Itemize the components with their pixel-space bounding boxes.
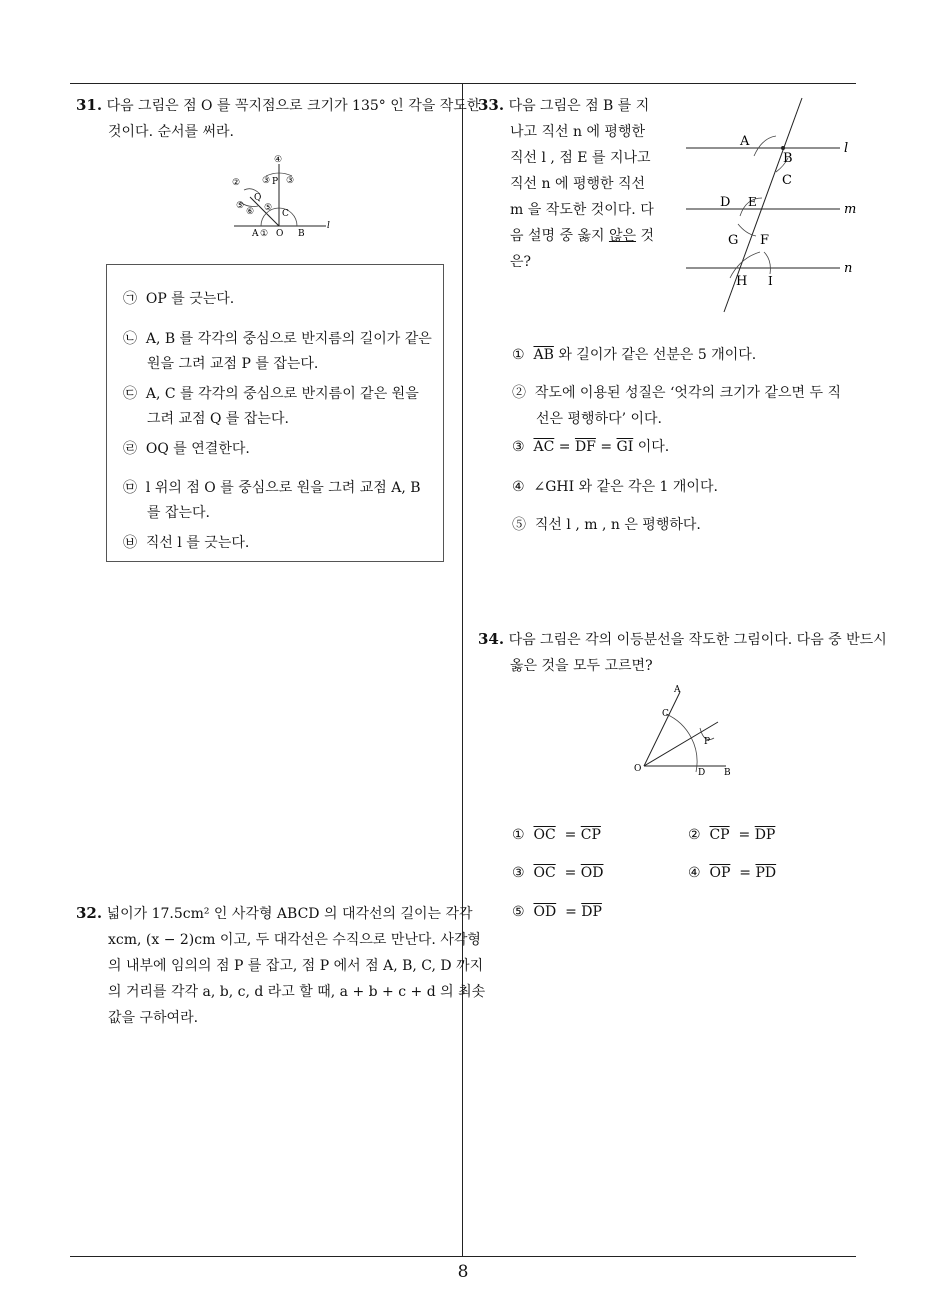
q33-option-3: ③ $\overline{AC} = \overline{DF} = \overline{GI}$ 이다.	[512, 439, 670, 455]
step-text: A, B 를 각각의 중심으로 반지름의 길이가 같은 원을 그려 교점 P 를 잡는다.	[145, 331, 432, 372]
fig33-label-F: F	[760, 233, 770, 248]
question-34	[478, 626, 894, 679]
fig31-label-c5b: ⑤	[264, 203, 273, 213]
arc-ac	[754, 136, 776, 156]
step-1	[123, 287, 433, 312]
question-number: 33.	[478, 96, 505, 114]
segment: $\overline{AB}$	[533, 347, 554, 363]
step-2	[123, 327, 433, 377]
fig33-label-A: A	[740, 134, 750, 149]
question-number: 34.	[478, 630, 505, 648]
q33-option-5: ⑤ 직선 l , m , n 은 평행하다.	[512, 517, 701, 533]
question-text-7: 은?	[510, 254, 532, 270]
step-marker: ㉤	[123, 480, 137, 496]
q33-option-4: ④ ∠GHI 와 같은 각은 1 개이다.	[512, 479, 718, 495]
question-text-1: 다음 그림은 점 B 를 지	[508, 98, 650, 114]
step-marker: ㉣	[123, 441, 137, 457]
fig34-label-D: D	[698, 768, 706, 778]
q34-option-2: ② $\overline{CP} = \overline{DP}$	[688, 827, 776, 843]
question-text-5: m 을 작도한 것이다. 다	[510, 202, 654, 218]
fig33-label-m: m	[844, 202, 857, 217]
underlined-word: 않은	[608, 228, 637, 244]
fig33-label-I: I	[768, 274, 773, 288]
fig31-label-c3: ③	[262, 176, 271, 186]
question-text: 다음 그림은 각의 이등분선을 작도한 그림이다. 다음 중 반드시 옳은 것을 모두 고르면?	[508, 632, 887, 674]
arc-cd	[666, 714, 697, 772]
step-5	[123, 476, 433, 526]
question-text-6b: 것	[636, 228, 654, 244]
column-divider	[462, 83, 463, 1257]
fig31-label-c2: ②	[232, 178, 241, 188]
q34-option-1: ① $\overline{OC} = \overline{CP}$	[512, 827, 601, 843]
fig33-label-D: D	[720, 195, 731, 210]
question-31	[76, 92, 488, 145]
question-text-6: 음 설명 중 옳지	[510, 228, 609, 244]
fig33-label-B: B	[783, 151, 793, 166]
fig33-label-n: n	[844, 261, 853, 276]
fig31-label-A: A	[252, 229, 259, 239]
fig33-label-l: l	[844, 141, 849, 156]
fig34-label-P: P	[704, 737, 711, 747]
q33-figure	[680, 94, 860, 318]
page-number: 8	[457, 1262, 469, 1282]
question-number: 32.	[76, 904, 103, 922]
q33-option-1: ① $\overline{AB}$ 와 길이가 같은 선분은 5 개이다.	[512, 347, 757, 363]
question-33	[478, 92, 668, 275]
question-number: 31.	[76, 96, 103, 114]
q31-steps-box	[106, 264, 444, 562]
step-marker: ㉠	[123, 291, 137, 307]
fig31-label-C: C	[282, 209, 289, 219]
fig31-label-c3b: ③	[286, 176, 295, 186]
q34-figure	[630, 684, 740, 780]
top-rule	[70, 83, 856, 84]
fig33-label-G: G	[728, 233, 739, 248]
question-32	[76, 900, 488, 1031]
step-text: l 위의 점 O 를 중심으로 원을 그려 교점 A, B 를 잡는다.	[145, 480, 421, 521]
q33-option-2: ② 작도에 이용된 성질은 ‘엇각의 크기가 같으면 두 직선은 평행하다’ 이다.	[512, 385, 841, 427]
step-3	[123, 382, 433, 432]
fig31-label-Q: Q	[254, 193, 262, 203]
fig34-label-A: A	[674, 685, 681, 695]
fig34-label-B: B	[724, 768, 731, 778]
fig31-label-c6: ⑥	[246, 207, 255, 217]
arc-i	[764, 252, 770, 274]
fig31-label-O: O	[276, 229, 284, 239]
step-marker: ㉥	[123, 535, 137, 551]
fig34-label-O: O	[634, 764, 642, 774]
step-4	[123, 437, 433, 462]
q31-figure	[226, 150, 336, 240]
fig33-label-C: C	[782, 173, 792, 188]
question-text-4: 직선 n 에 평행한 직선	[510, 176, 646, 192]
fig33-label-E: E	[748, 195, 757, 209]
q34-option-3: ③ $\overline{OC} = \overline{OD}$	[512, 865, 604, 881]
question-text-3: 직선 l , 점 E 를 지나고	[510, 150, 651, 166]
step-text: A, C 를 각각의 중심으로 반지름이 같은 원을 그려 교점 Q 를 잡는다.	[145, 386, 419, 427]
fig31-label-B: B	[298, 229, 305, 239]
bottom-rule	[70, 1256, 856, 1257]
fig31-label-l: l	[327, 221, 330, 231]
fig31-label-c5: ⑤	[236, 201, 245, 211]
fig31-label-c4: ④	[274, 155, 283, 165]
step-text: OQ 를 연결한다.	[145, 441, 250, 457]
step-6	[123, 531, 433, 556]
fig34-label-C: C	[662, 709, 669, 719]
step-marker: ㉢	[123, 386, 137, 402]
point-B	[781, 146, 785, 150]
fig31-label-c1: ①	[260, 229, 269, 239]
fig31-label-P: P	[272, 177, 279, 187]
step-marker: ㉡	[123, 331, 137, 347]
fig33-label-H: H	[736, 274, 748, 289]
arc-gf	[738, 224, 756, 236]
question-text: 넓이가 17.5cm² 인 사각형 ABCD 의 대각선의 길이는 각각 xcm, (x − 2)cm 이고, 두 대각선은 수직으로 만난다. 사각형의 내부에 임의의 점 P 를 잡고, 점 P 에서 점 A, B, C, D 까지의 거리를 각각 a, b, c, d 라고 할 때, a + b + c + d 의 최솟값을 구하여라.	[106, 906, 486, 1026]
q34-option-5: ⑤ $\overline{OD} = \overline{DP}$	[512, 904, 602, 920]
step-text: 직선 l 를 긋는다.	[145, 535, 250, 551]
question-text: 다음 그림은 점 O 를 꼭지점으로 크기가 135° 인 각을 작도한 것이다. 순서를 써라.	[106, 98, 481, 140]
step-text: OP 를 긋는다.	[145, 291, 235, 307]
q34-option-4: ④ $\overline{OP} = \overline{PD}$	[688, 865, 777, 881]
question-text-2: 나고 직선 n 에 평행한	[510, 124, 646, 140]
